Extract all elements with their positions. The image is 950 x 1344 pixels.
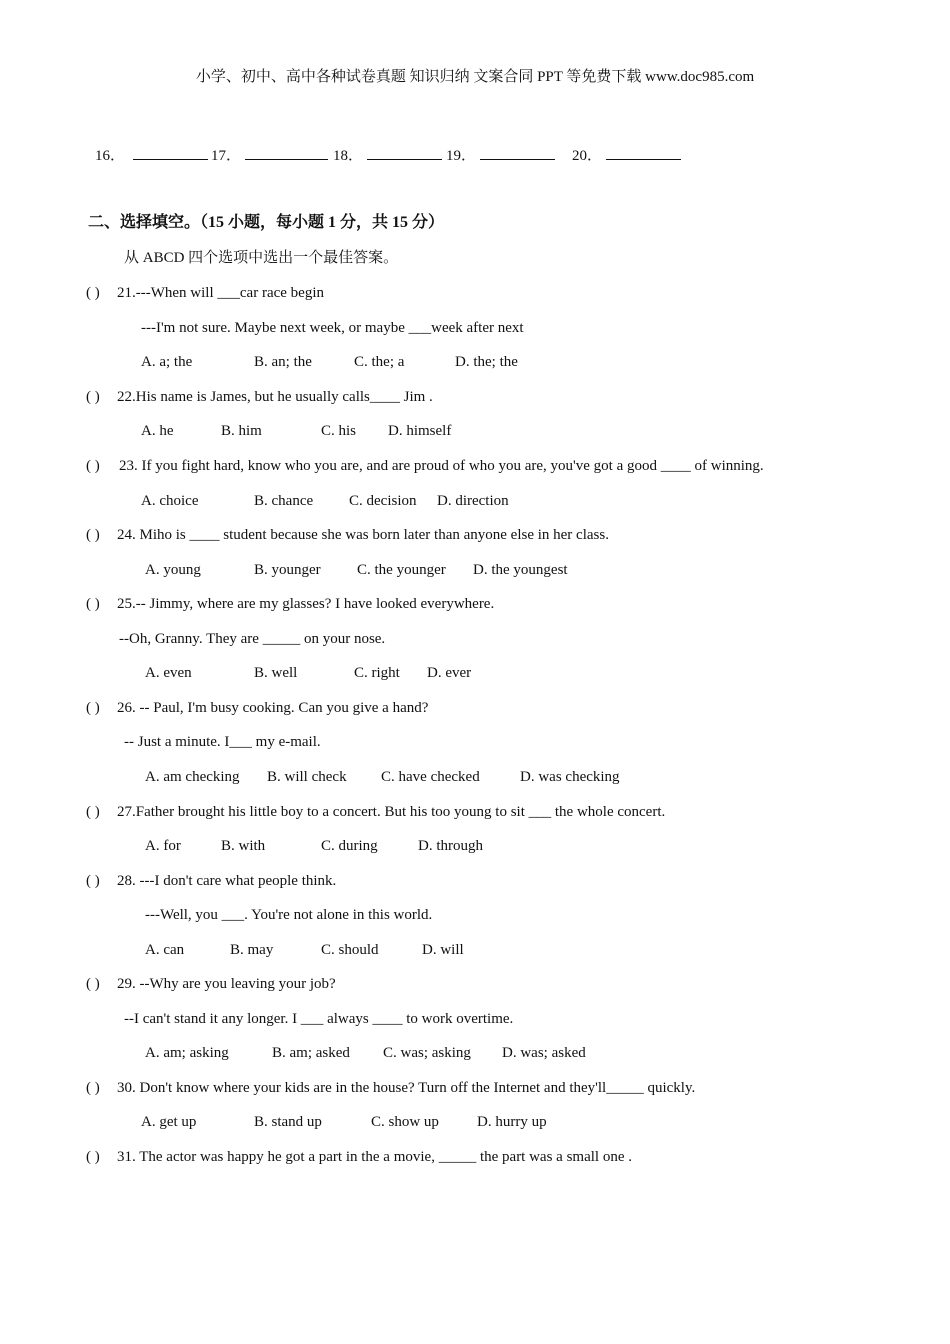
q23-option-d[interactable]: D. direction [437, 493, 509, 509]
q29-option-a[interactable]: A. am; asking [145, 1045, 229, 1061]
question-26-bracket[interactable]: ( ) [86, 700, 100, 716]
q29-option-d[interactable]: D. was; asked [502, 1045, 586, 1061]
q28-option-a[interactable]: A. can [145, 942, 185, 958]
q28-option-b[interactable]: B. may [230, 942, 274, 958]
q21-option-d[interactable]: D. the; the [455, 354, 518, 370]
section-instruction: 从 ABCD 四个选项中选出一个最佳答案。 [124, 250, 399, 266]
q26-option-b[interactable]: B. will check [267, 769, 347, 785]
q24-option-a[interactable]: A. young [145, 562, 201, 578]
answer-item-18 [333, 145, 442, 166]
question-28-stem: 28. ---I don't care what people think. [117, 873, 337, 889]
q29-option-c[interactable]: C. was; asking [383, 1045, 471, 1061]
q23-option-a[interactable]: A. choice [141, 493, 199, 509]
q27-option-d[interactable]: D. through [418, 838, 483, 854]
question-29-stem: 29. --Why are you leaving your job? [117, 976, 336, 992]
q25-option-c[interactable]: C. right [354, 665, 400, 681]
answer-label-20: 20． [572, 148, 603, 164]
q28-option-d[interactable]: D. will [422, 942, 464, 958]
question-23-stem: 23. If you fight hard, know who you are, and are proud of who you are, you've got a good ____ of winning. [119, 458, 764, 474]
question-21-bracket[interactable]: ( ) [86, 285, 100, 301]
q22-option-d[interactable]: D. himself [388, 423, 452, 439]
section-title: 二、选择填空。（15 小题，每小题 1 分，共 15 分） [88, 214, 445, 231]
question-23-bracket[interactable]: ( ) [86, 458, 100, 474]
answer-item-19 [446, 145, 555, 166]
q27-option-c[interactable]: C. during [321, 838, 378, 854]
q29-option-b[interactable]: B. am; asked [272, 1045, 350, 1061]
q23-option-c[interactable]: C. decision [349, 493, 417, 509]
q30-option-c[interactable]: C. show up [371, 1114, 439, 1130]
question-25-bracket[interactable]: ( ) [86, 596, 100, 612]
answer-blank-16[interactable] [133, 145, 208, 160]
q26-option-a[interactable]: A. am checking [145, 769, 240, 785]
q30-option-b[interactable]: B. stand up [254, 1114, 322, 1130]
question-26-stem: 26. -- Paul, I'm busy cooking. Can you give a hand? [117, 700, 429, 716]
q26-option-c[interactable]: C. have checked [381, 769, 480, 785]
q24-option-c[interactable]: C. the younger [357, 562, 446, 578]
q21-option-c[interactable]: C. the; a [354, 354, 405, 370]
question-21-reply: ---I'm not sure. Maybe next week, or maybe ___week after next [141, 320, 524, 336]
question-21-stem: 21.---When will ___car race begin [117, 285, 324, 301]
q26-option-d[interactable]: D. was checking [520, 769, 620, 785]
q25-option-b[interactable]: B. well [254, 665, 298, 681]
answer-label-17: 17． [211, 148, 242, 164]
question-29-bracket[interactable]: ( ) [86, 976, 100, 992]
question-24-bracket[interactable]: ( ) [86, 527, 100, 543]
q24-option-d[interactable]: D. the youngest [473, 562, 568, 578]
q30-option-d[interactable]: D. hurry up [477, 1114, 547, 1130]
answer-blank-18[interactable] [367, 145, 442, 160]
answer-row [95, 145, 212, 166]
page-header: 小学、初中、高中各种试卷真题 知识归纳 文案合同 PPT 等免费下载 www.doc985.com [195, 69, 755, 85]
q22-option-a[interactable]: A. he [141, 423, 174, 439]
question-30-bracket[interactable]: ( ) [86, 1080, 100, 1096]
q27-option-a[interactable]: A. for [145, 838, 181, 854]
question-30-stem: 30. Don't know where your kids are in the house? Turn off the Internet and they'll_____ quickly. [117, 1080, 696, 1096]
answer-blank-17[interactable] [245, 145, 328, 160]
question-26-reply: -- Just a minute. I___ my e-mail. [124, 734, 321, 750]
question-31-bracket[interactable]: ( ) [86, 1149, 100, 1165]
question-28-reply: ---Well, you ___. You're not alone in this world. [145, 907, 433, 923]
answer-item-20 [572, 145, 681, 166]
question-22-bracket[interactable]: ( ) [86, 389, 100, 405]
answer-blank-20[interactable] [606, 145, 681, 160]
question-28-bracket[interactable]: ( ) [86, 873, 100, 889]
q30-option-a[interactable]: A. get up [141, 1114, 197, 1130]
answer-label-19: 19． [446, 148, 477, 164]
answer-blank-19[interactable] [480, 145, 555, 160]
answer-item-17 [211, 145, 328, 166]
q22-option-c[interactable]: C. his [321, 423, 357, 439]
q22-option-b[interactable]: B. him [221, 423, 262, 439]
question-25-stem: 25.-- Jimmy, where are my glasses? I have looked everywhere. [117, 596, 495, 612]
answer-label-16: 16． [95, 148, 126, 164]
q23-option-b[interactable]: B. chance [254, 493, 314, 509]
question-22-stem: 22.His name is James, but he usually calls____ Jim . [117, 389, 433, 405]
q25-option-d[interactable]: D. ever [427, 665, 472, 681]
q24-option-b[interactable]: B. younger [254, 562, 321, 578]
q27-option-b[interactable]: B. with [221, 838, 266, 854]
question-31-stem: 31. The actor was happy he got a part in the a movie, _____ the part was a small one . [117, 1149, 632, 1165]
question-27-bracket[interactable]: ( ) [86, 804, 100, 820]
q21-option-b[interactable]: B. an; the [254, 354, 312, 370]
question-29-reply: --I can't stand it any longer. I ___ always ____ to work overtime. [124, 1011, 514, 1027]
question-27-stem: 27.Father brought his little boy to a concert. But his too young to sit ___ the whole concert. [117, 804, 666, 820]
q25-option-a[interactable]: A. even [145, 665, 192, 681]
q28-option-c[interactable]: C. should [321, 942, 379, 958]
question-24-stem: 24. Miho is ____ student because she was born later than anyone else in her class. [117, 527, 609, 543]
answer-label-18: 18． [333, 148, 364, 164]
question-25-reply: --Oh, Granny. They are _____ on your nose. [119, 631, 386, 647]
q21-option-a[interactable]: A. a; the [141, 354, 193, 370]
